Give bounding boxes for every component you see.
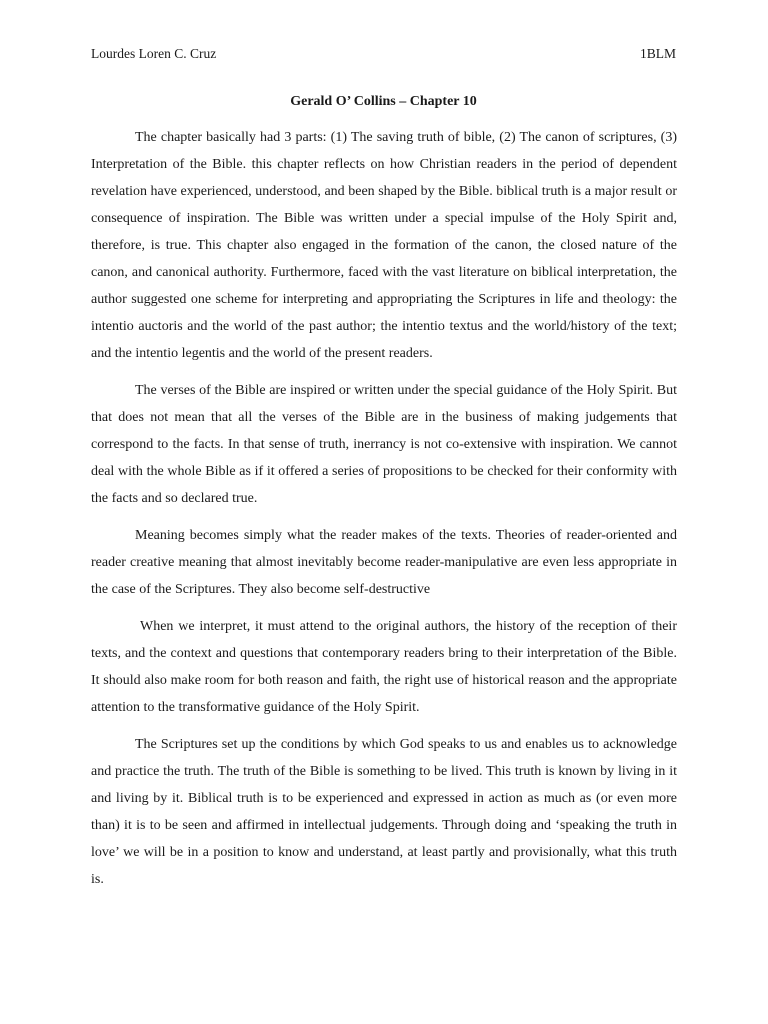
paragraph-5: The Scriptures set up the conditions by which God speaks to us and enables us to acknowledge and practice the truth. The truth of the Bible is something to be lived. This truth is known by living in it and living by it. Biblical truth is to be experienced and expressed in action as much as (or even more than) it is to be seen and affirmed in intellectual judgements. Through doing and ‘speaking the truth in love’ we will be in a position to know and understand, at least partly and provisionally, what this truth is. — [91, 737, 677, 887]
class-section: 1BLM — [639, 46, 676, 61]
paragraph-1: The chapter basically had 3 parts: (1) The saving truth of bible, (2) The canon of scriptures, (3) Interpretation of the Bible. this chapter reflects on how Christian readers in the period of dependent revelation have experienced, understood, and been shaped by the Bible. biblical truth is a major result or consequence of inspiration. The Bible was written under a special impulse of the Holy Spirit and, therefore, is true. This chapter also engaged in the formation of the canon, the closed nature of the canon, and canonical authority. Furthermore, faced with the vast literature on biblical interpretation, the author suggested one scheme for interpreting and appropriating the Scriptures in life and theology: the intentio auctoris and the world of the past author; the intentio textus and the world/history of the text; and the intentio legentis and the world of the present readers. — [91, 130, 677, 361]
author-name: Lourdes Loren C. Cruz — [91, 46, 217, 61]
document-title: Gerald O’ Collins – Chapter 10 — [290, 94, 477, 109]
paragraph-4: When we interpret, it must attend to the original authors, the history of the reception of their texts, and the context and questions that contemporary readers bring to their interpretation of the Bible. It should also make room for both reason and faith, the right use of historical reason and the appropriate attention to the transformative guidance of the Holy Spirit. — [91, 619, 677, 715]
page-header — [91, 46, 676, 68]
document-body — [91, 124, 677, 903]
paragraph-2: The verses of the Bible are inspired or written under the special guidance of the Holy Spirit. But that does not mean that all the verses of the Bible are in the business of making judgements that correspond to the facts. In that sense of truth, inerrancy is not co-extensive with inspiration. We cannot deal with the whole Bible as if it offered a series of propositions to be checked for their conformity with the facts and so declared true. — [91, 383, 677, 506]
paragraph-3: Meaning becomes simply what the reader makes of the texts. Theories of reader-oriented and reader creative meaning that almost inevitably become reader-manipulative are even less appropriate in the case of the Scriptures. They also become self-destructive — [91, 528, 677, 597]
